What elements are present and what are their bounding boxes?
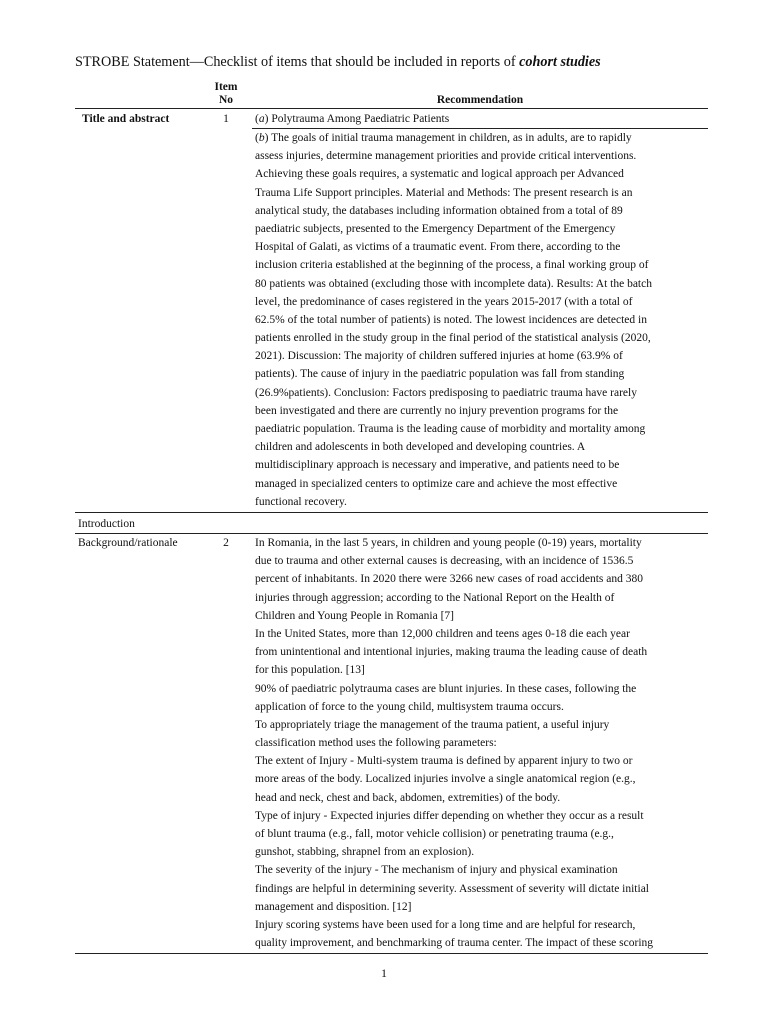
title-emphasis: cohort studies (519, 54, 601, 70)
background-line: The severity of the injury - The mechanism of injury and physical examination (255, 864, 618, 877)
header-rule (75, 108, 708, 109)
abstract-line: children and adolescents in both developed and developing countries. A (255, 441, 586, 454)
abstract-line: paediatric subjects, presented to the Emergency Department of the Emergency (255, 222, 616, 235)
document-title (75, 54, 601, 71)
header-item-line1: Item (214, 81, 238, 93)
background-line: gunshot, stabbing, shrapnel from an explosion). (255, 846, 475, 859)
background-line: percent of inhabitants. In 2020 there were 3266 new cases of road accidents and 380 (255, 573, 643, 586)
background-line: for this population. [13] (255, 664, 365, 677)
abstract-line: patients). The cause of injury in the paediatric population was fall from standing (255, 368, 625, 381)
background-line: more areas of the body. Localized injuries involve a single anatomical region (e.g., (255, 773, 636, 786)
marker-a: a (258, 113, 265, 125)
background-line: management and disposition. [12] (255, 900, 412, 913)
abstract-line: The goals of initial trauma management in children, as in adults, are to rapidly (271, 132, 632, 144)
title-text: Polytrauma Among Paediatric Patients (271, 113, 450, 125)
abstract-line: (26.9%patients). Conclusion: Factors predisposing to paediatric trauma have rarely (255, 386, 637, 399)
background-line: head and neck, chest and back, abdomen, extremities) of the body. (255, 791, 561, 804)
header-item-no (200, 81, 252, 107)
background-line: The extent of Injury - Multi-system trauma is defined by apparent injury to two or (255, 755, 633, 768)
background-line: from unintentional and intentional injuries, making trauma the leading cause of death (255, 646, 648, 659)
abstract-line: 62.5% of the total number of patients) is noted. The lowest incidences are detected in (255, 313, 647, 326)
recommendation-2 (255, 534, 707, 952)
abstract-line: been investigated and there are currently no injury prevention programs for the (255, 404, 619, 417)
recommendation-1b: (b) The goals of initial trauma management in children, as in adults, are to rapidly assess injuries, determine management priorities and provide critical interventions. Achieving these goals requires, a systematic and logical approach per Advanced Trauma Life Support principles. Material and Methods: The present research is an analytical study, the databases including information obtained from a total of 89 paediatric subjects, presented to the Emergency Department of the Emergency Hospital of Galati, as victims of a traumatic event. From there, according to the inclusion criteria established at the beginning of the process, a final working group of 80 patients was obtained (excluding those with incomplete data). Results: At the batch level, the predominance of cases registered in the years 2015-2017 (with a total of 62.5% of the total number of patients) is noted. The lowest incidences are detected in patients enrolled in the study group in the final period of the statistical analysis (2020, 2021). Discussion: The majority of children suffered injuries at home (63.9% of patients). The cause of injury in the paediatric population was fall from standing (26.9%patients). Conclusion: Factors predisposing to paediatric trauma have rarely been investigated and there are currently no injury prevention programs for the paediatric population. Trauma is the leading cause of morbidity and mortality among children and adolescents in both developed and developing countries. A multidisciplinary approach is necessary and imperative, and patients need to be managed in specialized centers to optimize care and achieve the most effective functional recovery. (255, 129, 707, 511)
abstract-line: 2021). Discussion: The majority of children suffered injuries at home (63.9% of (255, 350, 623, 363)
marker-b: b (258, 132, 265, 144)
row-label-background: Background/rationale (78, 537, 178, 549)
section-label-introduction: Introduction (78, 518, 135, 530)
table-bottom-rule (75, 953, 708, 954)
row-label-title-abstract: Title and abstract (82, 113, 170, 125)
background-line: Children and Young People in Romania [7] (255, 609, 454, 622)
background-line: due to trauma and other external causes is decreasing, with an incidence of 1536.5 (255, 555, 634, 568)
abstract-line: assess injuries, determine management priorities and provide critical interventions. (255, 150, 637, 163)
recommendation-1a: (a) Polytrauma Among Paediatric Patients (255, 113, 450, 125)
page-number: 1 (381, 966, 387, 980)
header-item-line2: No (218, 94, 234, 106)
background-line: injuries through aggression; according to the National Report on the Health of (255, 591, 615, 604)
background-line: To appropriately triage the management of the trauma patient, a useful injury (255, 718, 610, 731)
background-line: Injury scoring systems have been used for a long time and are helpful for research, (255, 918, 636, 931)
background-line: In the United States, more than 12,000 children and teens ages 0-18 die each year (255, 627, 630, 640)
title-prefix: STROBE Statement—Checklist of items that should be included in reports of (75, 54, 520, 70)
abstract-line: level, the predominance of cases registered in the years 2015-2017 (with a total of (255, 295, 633, 308)
header-recommendation: Recommendation (436, 94, 524, 106)
abstract-line: Trauma Life Support principles. Material and Methods: The present research is an (255, 186, 633, 199)
abstract-line: 80 patients was obtained (excluding those with incomplete data). Results: At the batch (255, 277, 652, 290)
row-item-no-2: 2 (223, 537, 229, 549)
background-line: findings are helpful in determining severity. Assessment of severity will dictate initial (255, 882, 649, 895)
abstract-line: managed in specialized centers to optimize care and achieve the most effective (255, 477, 618, 490)
background-line: Type of injury - Expected injuries differ depending on whether they occur as a result (255, 809, 644, 822)
row-item-no-1: 1 (223, 113, 229, 125)
abstract-line: paediatric population. Trauma is the leading cause of morbidity and mortality among (255, 423, 646, 435)
abstract-line: Achieving these goals requires, a systematic and logical approach per Advanced (255, 168, 624, 181)
background-line: quality improvement, and benchmarking of trauma center. The impact of these scoring (255, 937, 654, 950)
abstract-line: patients enrolled in the study group in the final period of the statistical analysis (2020, (255, 332, 651, 345)
background-line: 90% of paediatric polytrauma cases are blunt injuries. In these cases, following the (255, 682, 637, 695)
background-line: application of force to the young child, multisystem trauma occurs. (255, 700, 564, 713)
background-line: classification method uses the following parameters: (255, 737, 497, 750)
abstract-line: functional recovery. (255, 495, 347, 508)
abstract-line: multidisciplinary approach is necessary and imperative, and patients need to be (255, 459, 620, 472)
background-line: In Romania, in the last 5 years, in children and young people (0-19) years, mortality (255, 537, 642, 549)
abstract-line: analytical study, the databases including information obtained from a total of 89 (255, 204, 623, 217)
abstract-line: Hospital of Galati, as victims of a traumatic event. From there, according to the (255, 241, 621, 254)
row-rule-abstract (75, 512, 708, 513)
abstract-line: inclusion criteria established at the beginning of the process, a final working group of (255, 259, 649, 272)
background-line: of blunt trauma (e.g., fall, motor vehicle collision) or penetrating trauma (e.g., (255, 828, 614, 840)
